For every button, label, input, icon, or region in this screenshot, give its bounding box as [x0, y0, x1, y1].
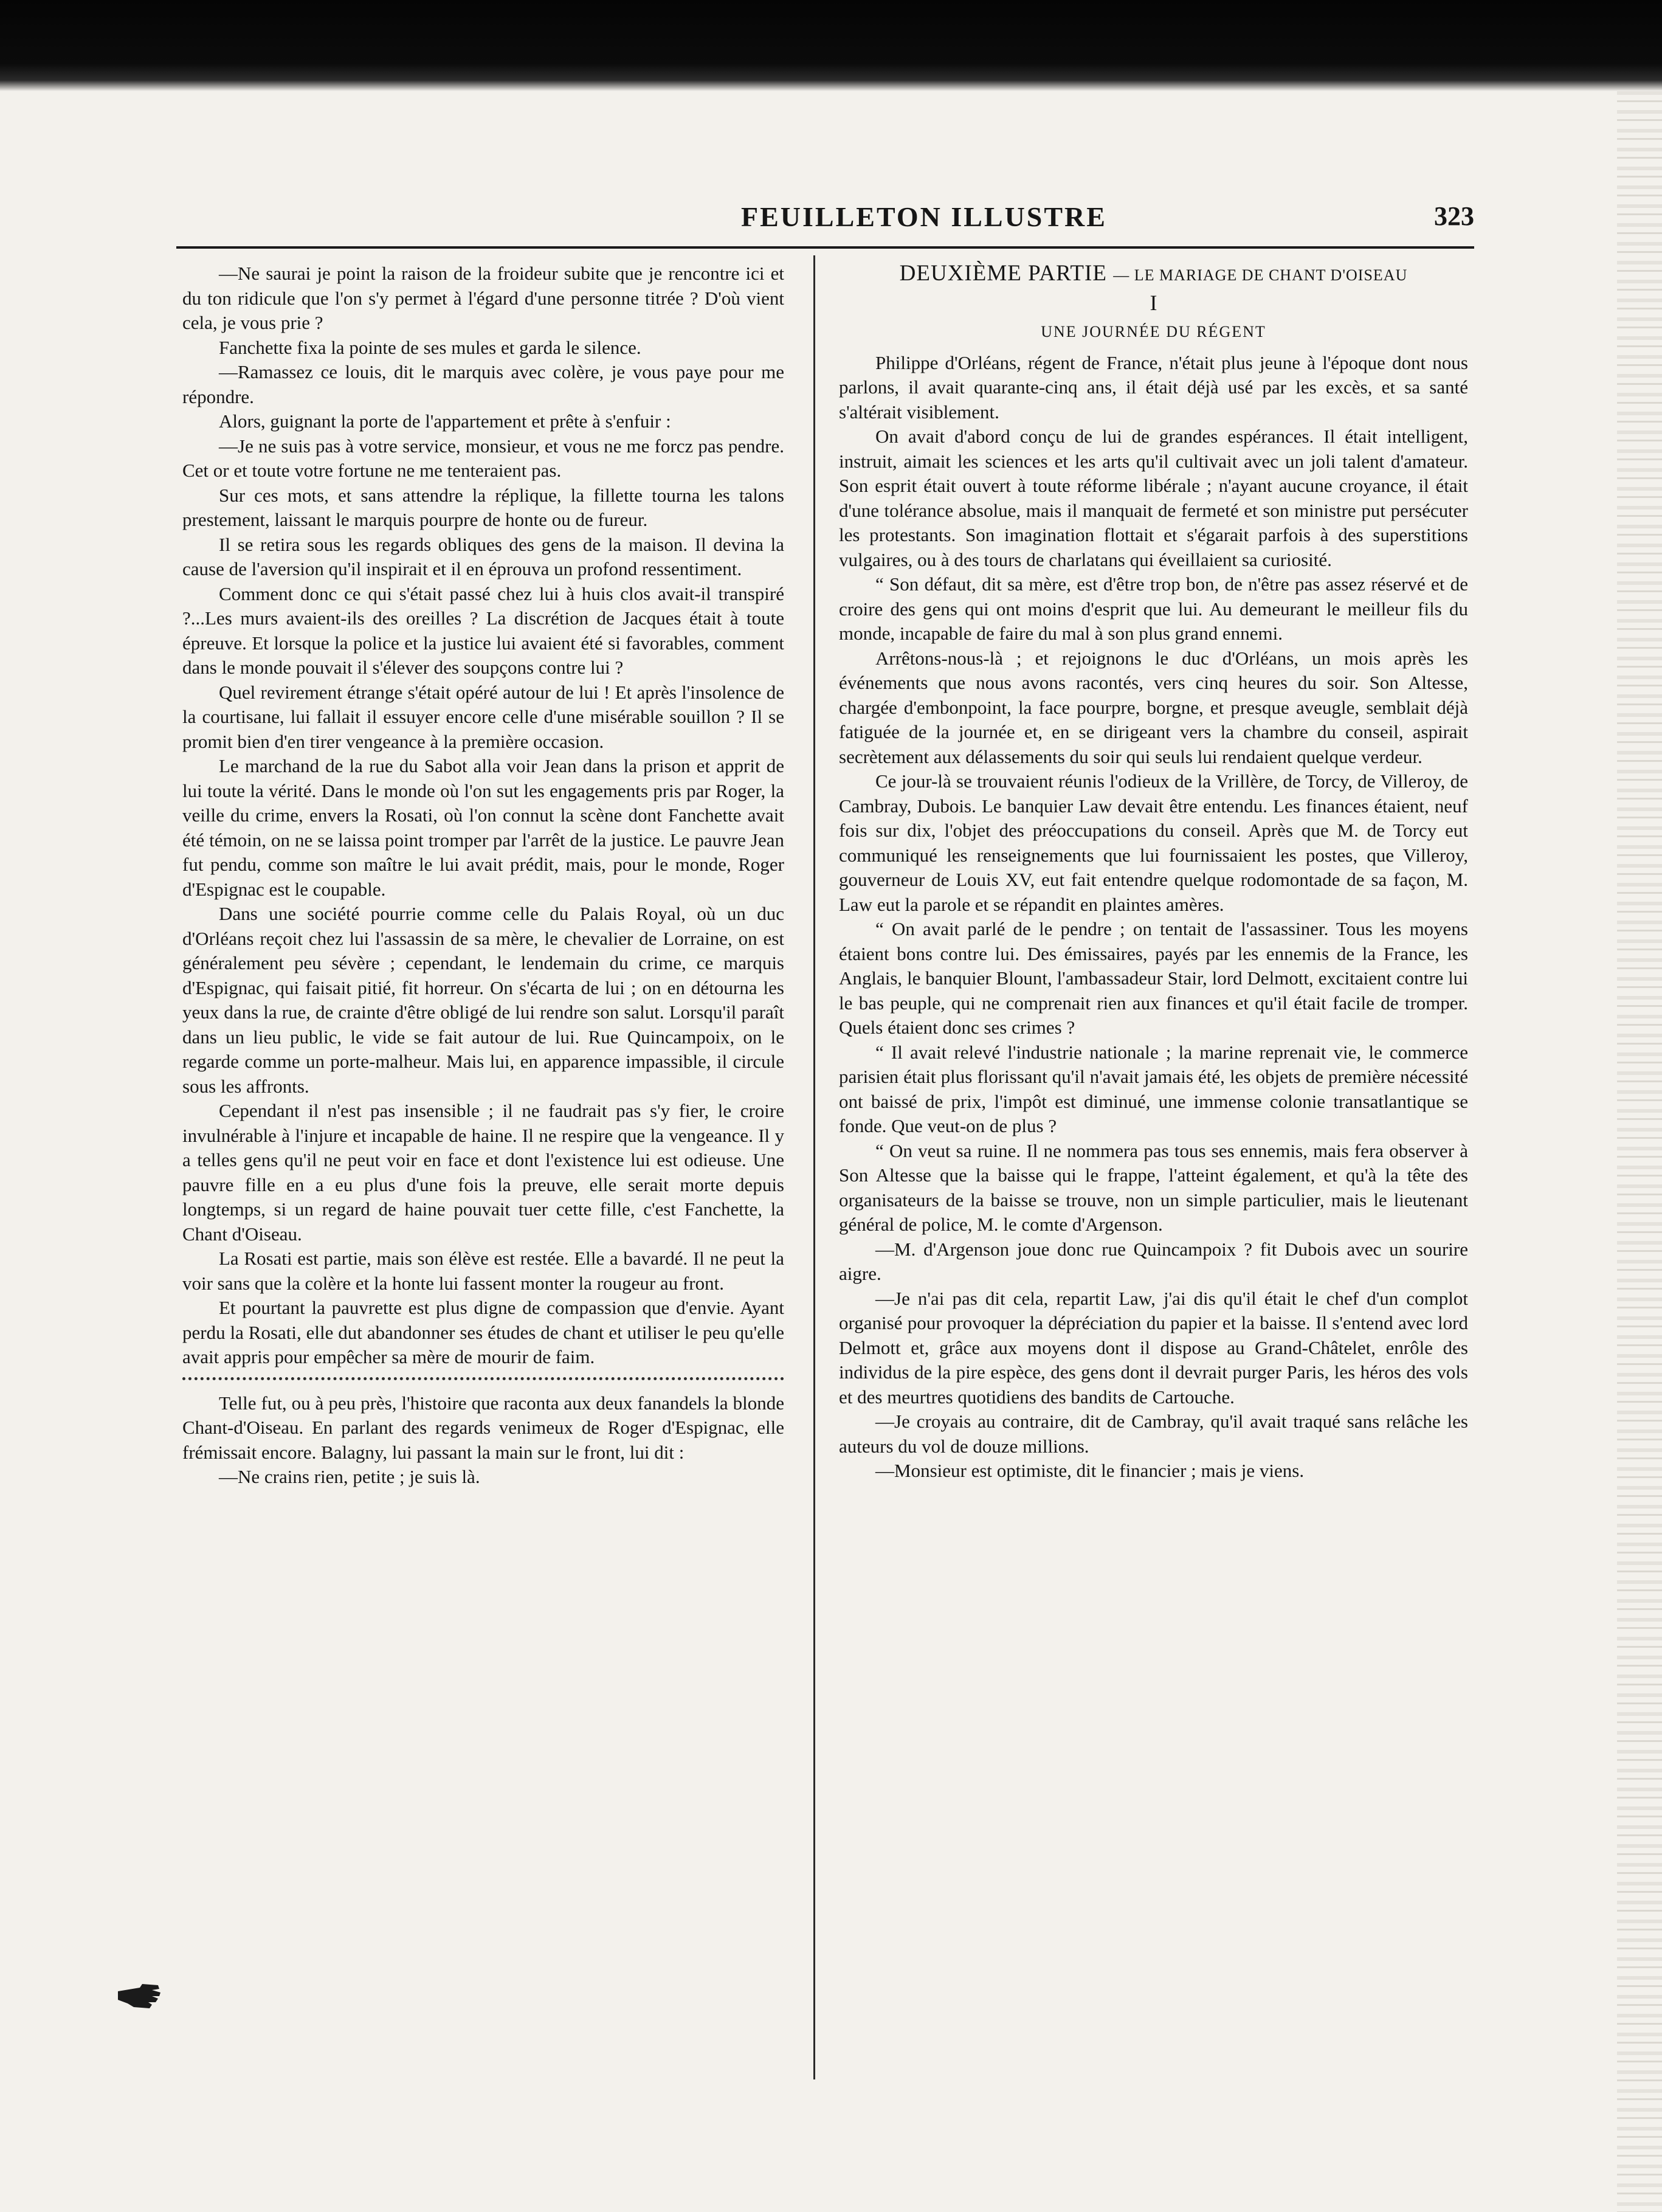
paragraph: —Ne saurai je point la raison de la froideur subite que je rencontre ici et du ton ridicule que l'on s'y permet à l'égard d'une personne titrée ? D'où vient cela, je vous prie ?: [182, 263, 784, 333]
section-dotted-rule: [182, 1377, 784, 1380]
paragraph: “ Son défaut, dit sa mère, est d'être trop bon, de n'être pas assez réservé et de croire des gens qui ont moins d'esprit que lui. Au demeurant le meilleur fils du monde, incapable de faire du mal à son plus grand ennemi.: [839, 573, 1468, 644]
paragraph: —Ramassez ce louis, dit le marquis avec colère, je vous paye pour me répondre.: [182, 361, 784, 407]
paragraph: “ Il avait relevé l'industrie nationale ; la marine reprenait vie, le commerce parisien était plus florissant qu'il n'avait jamais été, les objets de première nécessité ont baissé de prix, l'impôt est diminué, une immense colonie transatlantique se fonde. Que veut-on de plus ?: [839, 1041, 1468, 1136]
paragraph: —Ne crains rien, petite ; je suis là.: [219, 1466, 480, 1487]
paragraph: —Je n'ai pas dit cela, repartit Law, j'ai dis qu'il était le chef d'un complot organisé pour provoquer la dépréciation du papier et la baisse. Il s'entend avec lord Delmott et, grâce aux moyens dont il dispose au Grand-Châtelet, enrôle des individus de la pire espèce, des gens dont il devrait purger Paris, les héros des vols et des meurtres quotidiens des bandits de Cartouche.: [839, 1287, 1468, 1408]
chapter-title: UNE JOURNÉE DU RÉGENT: [1041, 323, 1266, 340]
paragraph: On avait d'abord conçu de lui de grandes espérances. Il était intelligent, instruit, aimait les sciences et les arts qu'il cultivait avec un joli talent d'amateur. Son esprit était ouvert à toute réforme libérale ; n'ayant aucune croyance, il était d'une tolérance absolue, mais il manquait de fermeté et son ministre put persécuter les protestants. Son imagination flottait et s'égarait parfois à des superstitions vulgaires, ou à des tours de charlatans qui éveillaient sa curiosité.: [839, 426, 1468, 570]
page-header: [176, 201, 1474, 243]
paragraph: Fanchette fixa la pointe de ses mules et garda le silence.: [219, 336, 641, 358]
paragraph: Quel revirement étrange s'était opéré autour de lui ! Et après l'insolence de la courtisane, lui fallait il essuyer encore celle d'une misérable souillon ? Il se promit bien d'en tirer vengeance à la première occasion.: [182, 681, 784, 752]
paragraph: Ce jour-là se trouvaient réunis l'odieux de la Vrillère, de Torcy, de Villeroy, de Cambray, Dubois. Le banquier Law devait être entendu. Les finances étaient, neuf fois sur dix, l'objet des préoccupations du conseil. Après que M. de Torcy eut communiqué les renseignements que lui fournissaient les postes, que Villeroy, gouverneur de Louis XV, eut fait entendre quelque rodomontade de sa façon, M. Law eut la parole et se répandit en plaintes amères.: [839, 770, 1468, 915]
paragraph: Il se retira sous les regards obliques des gens de la maison. Il devina la cause de l'aversion qu'il inspirait et il en éprouva un profond ressentiment.: [182, 533, 784, 579]
left-column-text: [182, 261, 784, 1370]
running-title: FEUILLETON ILLUSTRE: [741, 201, 1107, 232]
paragraph: —Monsieur est optimiste, dit le financier ; mais je viens.: [875, 1460, 1305, 1481]
paragraph: Arrêtons-nous-là ; et rejoignons le duc d'Orléans, un mois après les événements que nous avons racontés, vers cinq heures du soir. Son Altesse, chargée d'embonpoint, la face pourpre, borgne, et presque aveugle, semblait déjà fatiguée de la journée et, en se dirigeant vers la chambre du conseil, aspirait secrètement aux délassements du soir qui seuls lui rendaient quelque verdeur.: [839, 647, 1468, 767]
part-heading: [839, 261, 1468, 288]
paragraph: Dans une société pourrie comme celle du Palais Royal, où un duc d'Orléans reçoit chez lui l'assassin de sa mère, le chevalier de Lorraine, on est généralement peu sévère ; cependant, le lendemain du crime, ce marquis d'Espignac, qui faisait pitié, fit horreur. On s'écarta de lui ; on en détourna les yeux dans la rue, de crainte d'être obligé de lui rendre son salut. Lorsqu'il paraît dans un lieu public, le vide se fait autour de lui. Rue Quincampoix, on le regarde comme un porte-malheur. Mais lui, en apparence impassible, il circule sous les affronts.: [182, 903, 784, 1097]
paragraph: Cependant il n'est pas insensible ; il ne faudrait pas s'y fier, le croire invulnérable à l'injure et incapable de haine. Il ne respire que la vengeance. Il y a telles gens qu'il ne peut voir en face et dont l'existence lui est odieuse. Une pauvre fille en a eu plus d'une fois la preuve, elle serait morte depuis longtemps, si un regard de haine pouvait tuer cette fille, c'est Fanchette, la Chant d'Oiseau.: [182, 1100, 784, 1245]
paragraph: Le marchand de la rue du Sabot alla voir Jean dans la prison et apprit de lui toute la vérité. Dans le monde où l'on sut les engagements pris par Roger, la veille du crime, envers la Rosati, où l'on connut la scène dont Fanchette avait été témoin, on ne se laissa point tromper par l'arrêt de la justice. Le pauvre Jean fut pendu, comme son maître le lui avait prédit, mais, pour le monde, Roger d'Espignac est le coupable.: [182, 755, 784, 900]
right-column: [839, 261, 1468, 1484]
right-column-text: [839, 351, 1468, 1484]
paragraph: “ On veut sa ruine. Il ne nommera pas tous ses ennemis, mais fera observer à Son Altesse que la baisse qui le frappe, l'atteint également, et qu'à la tête des organisateurs de la baisse se trouve, non un simple particulier, mais le lieutenant général de police, M. le comte d'Argenson.: [839, 1139, 1468, 1235]
chapter-number: I: [1150, 290, 1157, 315]
header-rule: [176, 246, 1474, 249]
paragraph: —Je croyais au contraire, dit de Cambray, qu'il avait traqué sans relâche les auteurs du vol de douze millions.: [839, 1411, 1468, 1457]
pointing-hand-icon: [116, 1967, 167, 2018]
scan-right-edge: [1617, 91, 1662, 2212]
paragraph: —M. d'Argenson joue donc rue Quincampoix ? fit Dubois avec un sourire aigre.: [839, 1238, 1468, 1284]
paragraph: Telle fut, ou à peu près, l'histoire que raconta aux deux fanandels la blonde Chant-d'Oiseau. En parlant des regards venimeux de Roger d'Espignac, elle frémissait encore. Balagny, lui passant la main sur le front, lui dit :: [182, 1392, 784, 1463]
left-column-closing-text: [182, 1391, 784, 1490]
paragraph: —Je ne suis pas à votre service, monsieur, et vous ne me forcz pas pendre. Cet or et toute votre fortune ne me tenteraient pas.: [182, 435, 784, 481]
paragraph: La Rosati est partie, mais son élève est restée. Elle a bavardé. Il ne peut la voir sans que la colère et la honte lui fassent monter la rougeur au front.: [182, 1248, 784, 1294]
paragraph: Sur ces mots, et sans attendre la réplique, la fillette tourna les talons prestement, laissant le marquis pourpre de honte ou de fureur.: [182, 484, 784, 530]
page-number: 323: [1434, 201, 1474, 231]
paragraph: Et pourtant la pauvrette est plus digne de compassion que d'envie. Ayant perdu la Rosati, elle dut abandonner ses études de chant et utiliser le peu qu'elle avait appris pour empêcher sa mère de mourir de faim.: [182, 1297, 784, 1367]
column-divider: [813, 255, 815, 2079]
paragraph: “ On avait parlé de le pendre ; on tentait de l'assassiner. Tous les moyens étaient bons contre lui. Des émissaires, payés par les ennemis de la France, les Anglais, le banquier Blount, l'ambassadeur Stair, lord Delmott, excitaient contre lui le bas peuple, qui ne comprenait rien aux finances et qu'il était facile de tromper. Quels étaient donc ses crimes ?: [839, 918, 1468, 1038]
part-heading-main: DEUXIÈME PARTIE: [899, 261, 1107, 286]
paragraph: Alors, guignant la porte de l'appartement et prête à s'enfuir :: [219, 410, 671, 432]
scan-top-border: [0, 0, 1662, 91]
paragraph: Comment donc ce qui s'était passé chez lui à huis clos avait-il transpiré ?...Les murs avaient-ils des oreilles ? La discrétion de Jacques était à toute épreuve. Et lorsque la police et la justice lui avaient été si favorables, comment dans le monde pouvait il s'élever des soupçons contre lui ?: [182, 582, 784, 678]
left-column: [182, 261, 784, 1490]
paragraph: Philippe d'Orléans, régent de France, n'était plus jeune à l'époque dont nous parlons, il avait quarante-cinq ans, il était déjà usé par les excès, et sa santé s'altérait visiblement.: [839, 351, 1468, 423]
part-heading-sub: — LE MARIAGE DE CHANT D'OISEAU: [1113, 266, 1408, 284]
